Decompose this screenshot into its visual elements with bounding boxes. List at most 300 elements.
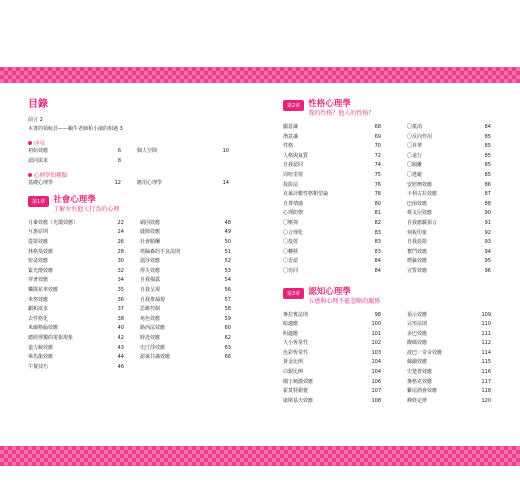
chapter-header	[28, 195, 238, 214]
entry-page: 83	[374, 239, 381, 246]
toc-row	[28, 344, 238, 354]
entry-name: 自我認同	[283, 162, 304, 169]
entry-page: 78	[374, 191, 381, 198]
toc-row	[28, 286, 238, 296]
entry-name: 〇合理化	[283, 229, 304, 236]
entry-page: 54	[224, 277, 231, 284]
toc-entry[interactable]	[283, 171, 383, 181]
toc-entry[interactable]	[407, 378, 493, 388]
toc-entry[interactable]	[28, 267, 126, 277]
entry-name: 色彩恆常性	[283, 349, 309, 356]
entry-name: 史汀莎效應	[140, 344, 166, 351]
toc-row	[283, 248, 495, 258]
entry-page: 53	[224, 267, 231, 274]
toc-entry[interactable]	[28, 257, 126, 267]
entry-name: 奮鬥效應	[407, 248, 428, 255]
toc-entry[interactable]	[407, 152, 493, 162]
toc-entry[interactable]	[283, 378, 383, 388]
toc-entry[interactable]	[407, 339, 493, 349]
toc-entry[interactable]	[283, 238, 383, 248]
entry-name: 波巴／奇奇效應	[407, 349, 443, 356]
toc-title: 目錄	[28, 99, 48, 110]
toc-entry[interactable]	[137, 147, 231, 157]
entry-name: 〇反向作用	[407, 133, 433, 140]
entry-name: 〇壓抑	[283, 219, 299, 226]
toc-entry[interactable]	[283, 229, 383, 239]
toc-row	[28, 257, 238, 267]
toc-entry[interactable]	[283, 248, 383, 258]
toc-entry[interactable]	[407, 257, 493, 267]
entry-name: 標籤效應	[407, 258, 428, 265]
entry-page: 115	[481, 359, 491, 366]
entry-page: 38	[117, 315, 124, 322]
toc-entry[interactable]	[28, 219, 126, 229]
entry-name: 〇逃避	[407, 171, 423, 178]
entry-name: 顯意識	[283, 124, 299, 130]
entry-page: 43	[117, 344, 124, 351]
entry-page: 116	[481, 369, 491, 376]
entry-name: 安慰劑效應	[407, 181, 433, 188]
toc-entry[interactable]	[28, 353, 126, 363]
entry-page: 91	[484, 219, 491, 226]
toc-entry[interactable]	[28, 228, 126, 238]
top-pattern-band	[0, 67, 520, 83]
toc-entry[interactable]	[28, 315, 126, 325]
toc-entry[interactable]	[407, 311, 493, 321]
entry-page: 114	[481, 349, 491, 356]
toc-entry[interactable]	[407, 181, 493, 191]
toc-row	[283, 378, 495, 388]
toc-entry[interactable]	[140, 276, 233, 286]
toc-row	[28, 238, 238, 248]
entry-name: 得失效應	[140, 267, 161, 274]
chapter-header	[283, 99, 495, 118]
entry-name: 多巴效應	[407, 330, 428, 337]
chapter-1	[28, 195, 238, 373]
entry-name: 自尊情感	[283, 200, 304, 207]
toc-entry[interactable]	[28, 238, 126, 248]
entry-page: 96	[484, 267, 491, 274]
toc-entry[interactable]	[407, 358, 493, 368]
entry-name: 個人空間	[137, 148, 158, 154]
entry-name: 酸碼效應	[407, 340, 428, 347]
toc-row	[283, 358, 495, 368]
entry-name: 社會賭酬	[140, 238, 161, 245]
entry-page: 22	[117, 219, 124, 226]
entry-page: 109	[481, 311, 491, 318]
entry-name: 宣誓效應	[407, 267, 428, 274]
entry-name: 自我推漏規	[140, 296, 166, 303]
entry-page: 85	[484, 133, 491, 140]
toc-entry[interactable]	[28, 276, 126, 286]
entry-page: 86	[484, 181, 491, 188]
toc-entry[interactable]	[140, 286, 233, 296]
entry-page: 87	[484, 191, 491, 198]
entry-page: 83	[374, 229, 381, 236]
entry-name: 認同需求	[28, 157, 49, 164]
toc-row	[28, 296, 238, 306]
entry-name: 互惠原則	[28, 229, 49, 236]
toc-row	[283, 267, 495, 277]
entry-page: 83	[374, 248, 381, 255]
toc-row	[283, 368, 495, 378]
entry-page: 85	[484, 162, 491, 169]
entry-page: 80	[374, 200, 381, 207]
entry-name: 緊光燈效應	[28, 267, 54, 274]
entry-name: 峰終定律	[407, 397, 428, 404]
toc-entry[interactable]	[407, 248, 493, 258]
entry-page: 76	[374, 181, 381, 188]
toc-entry[interactable]	[137, 179, 231, 189]
toc-entry	[140, 363, 233, 373]
entry-page: 103	[371, 349, 381, 356]
entry-name: 白銀比例	[283, 369, 304, 376]
entry-page: 10	[222, 148, 229, 154]
entry-page: 95	[484, 258, 491, 265]
entry-page: 8	[117, 157, 121, 164]
entry-name: 明適應	[283, 330, 299, 337]
entry-page: 74	[374, 162, 381, 169]
toc-entry[interactable]	[407, 397, 493, 407]
toc-entry[interactable]	[407, 209, 493, 219]
toc-entry[interactable]	[140, 267, 233, 277]
toc-sections	[28, 139, 238, 189]
toc-entry[interactable]	[407, 161, 493, 171]
entry-name: 午餐技巧	[28, 363, 49, 370]
entry-page: 93	[484, 239, 491, 246]
entry-name: 月暈效應（光環效應）	[28, 219, 79, 226]
entry-name: 基礎心理學	[28, 180, 54, 187]
entry-name: 人格與氣質	[283, 152, 309, 159]
toc-entry[interactable]	[28, 286, 126, 296]
toc-entry[interactable]	[140, 238, 233, 248]
entry-page: 104	[371, 369, 381, 376]
toc-row	[283, 330, 495, 340]
toc-entry[interactable]	[407, 387, 493, 397]
toc-entry[interactable]	[283, 320, 383, 330]
toc-entry[interactable]	[283, 257, 383, 267]
entry-page: 84	[374, 258, 381, 265]
section-header	[28, 171, 238, 179]
toc-row	[283, 181, 495, 191]
entry-name: 閾下刺激效應	[283, 378, 314, 385]
toc-entry[interactable]	[283, 358, 383, 368]
section-label: 序章	[34, 141, 46, 147]
entry-name: 樂隊花車效應	[28, 286, 59, 293]
entry-name: 應用心理學	[137, 180, 163, 187]
chapter-3	[283, 287, 495, 407]
toc-row	[28, 324, 238, 334]
entry-name: 大小恆常性	[283, 340, 309, 347]
bottom-pattern-band	[0, 446, 520, 466]
toc-entry[interactable]	[283, 152, 383, 162]
entry-page: 72	[374, 152, 381, 159]
entry-name: 自我揭露	[140, 277, 161, 284]
toc-entry[interactable]	[140, 344, 233, 354]
toc-row	[28, 179, 238, 189]
toc-entry[interactable]	[28, 248, 126, 258]
toc-entry[interactable]	[407, 123, 493, 133]
toc-row	[283, 190, 495, 200]
entry-page: 100	[371, 321, 381, 328]
toc-row	[283, 123, 495, 133]
toc-entry[interactable]	[407, 219, 493, 229]
entry-page: 69	[374, 133, 381, 140]
entry-name: 堵偏森的不良法則	[140, 248, 181, 255]
entry-page: 42	[117, 334, 124, 341]
toc-row	[283, 142, 495, 152]
toc-entry[interactable]	[283, 123, 383, 133]
chapter-badge: 第3章	[283, 288, 304, 299]
chapter-titles	[308, 99, 374, 118]
toc-row	[28, 315, 238, 325]
entry-name: 雞尾酒會效應	[407, 388, 438, 395]
toc-entry[interactable]	[283, 368, 383, 378]
toc-entry[interactable]	[140, 228, 233, 238]
toc-entry[interactable]	[28, 324, 126, 334]
toc-entry[interactable]	[140, 334, 233, 344]
entry-name: 初始效應	[28, 148, 49, 154]
chapter-title[interactable]: 認知心理學	[308, 286, 351, 297]
entry-name: 康斯基夫效應	[283, 397, 314, 404]
entry-name: 刷因效應	[140, 219, 161, 226]
entry-page: 94	[484, 248, 491, 255]
toc-row	[283, 339, 495, 349]
toc-entry[interactable]	[140, 315, 233, 325]
entry-name: 溫莎效應	[140, 258, 161, 265]
entry-page: 59	[224, 315, 231, 322]
entry-name: 〇隔離	[407, 162, 423, 169]
entry-name: 自我呈現	[140, 286, 161, 293]
toc-entry[interactable]	[283, 397, 383, 407]
toc-row	[283, 387, 495, 397]
chapter-subtitle: 我的性格？他人的性格？	[308, 110, 375, 117]
entry-page: 104	[371, 359, 381, 366]
chapter-subtitle: 了解左右他人行為的心理	[53, 205, 120, 213]
toc-entry[interactable]	[283, 387, 383, 397]
toc-entry[interactable]	[283, 161, 383, 171]
entry-name: 道力鏡效應	[28, 344, 54, 351]
entry-name: 蔡戈尼效應	[407, 210, 433, 217]
entry-name: 時近效應	[140, 334, 161, 341]
entry-page: 12	[114, 180, 121, 187]
entry-page: 85	[484, 143, 491, 150]
entry-name: 性格	[283, 143, 294, 150]
toc-entry[interactable]	[140, 248, 233, 258]
entry-name: 自我設限	[407, 239, 428, 246]
entry-page: 36	[117, 296, 124, 303]
entry-page: 92	[484, 229, 491, 236]
entry-page: 85	[484, 171, 491, 178]
entry-name: 絲緞效應	[407, 359, 428, 366]
entry-page: 60	[224, 325, 231, 332]
toc-entry[interactable]	[407, 142, 493, 152]
toc-row	[28, 228, 238, 238]
entry-page: 48	[224, 219, 231, 226]
entry-name: 思維控制	[140, 306, 161, 313]
entry-page: 108	[371, 397, 381, 404]
toc-row	[283, 200, 495, 210]
entry-name: 麥格克效應	[407, 378, 433, 385]
entry-page: 40	[117, 325, 124, 332]
toc-entry[interactable]	[407, 330, 493, 340]
toc-entry[interactable]	[407, 229, 493, 239]
toc-entry[interactable]	[28, 305, 126, 315]
toc-row	[28, 305, 238, 315]
entry-name: 預示效應	[407, 311, 428, 318]
toc-entry[interactable]	[407, 349, 493, 359]
toc-entry[interactable]	[283, 133, 383, 143]
entry-page: 66	[224, 354, 231, 361]
entry-name: 認孫共識效應	[140, 354, 171, 361]
toc-entry[interactable]	[28, 157, 123, 167]
toc-row	[283, 257, 495, 267]
toc-row	[283, 349, 495, 359]
entry-name: 巴南效應	[407, 200, 428, 207]
left-page	[28, 93, 238, 433]
entry-page: 49	[224, 229, 231, 236]
toc-row	[28, 267, 238, 277]
toc-entry[interactable]	[283, 349, 383, 359]
entry-name: 史楚普效應	[407, 369, 433, 376]
entry-page: 68	[374, 124, 381, 130]
chapter-title[interactable]: 性格心理學	[308, 99, 351, 109]
toc-entry[interactable]	[283, 181, 383, 191]
toc-entry[interactable]	[407, 320, 493, 330]
entry-page: 35	[117, 286, 124, 293]
entry-page: 6	[117, 148, 121, 154]
entry-page: 106	[371, 378, 381, 385]
toc-entry[interactable]	[407, 267, 493, 277]
toc-entry[interactable]	[140, 219, 233, 229]
entry-page: 117	[481, 378, 491, 385]
entry-page: 88	[484, 200, 491, 207]
entry-page: 112	[481, 340, 491, 347]
toc-entry[interactable]	[140, 257, 233, 267]
entry-name: 穿著效應	[28, 277, 49, 284]
entry-page: 46	[117, 363, 124, 370]
preface-entry[interactable]: 前言 2	[28, 117, 43, 123]
entry-page: 85	[484, 152, 491, 159]
entry-page: 62	[224, 334, 231, 341]
entry-name: 投影法	[283, 181, 299, 188]
entry-name: 克萊計數性格類型論	[283, 191, 329, 198]
toc-entry[interactable]	[283, 142, 383, 152]
toc-entry[interactable]	[28, 179, 123, 189]
entry-page: 30	[117, 258, 124, 265]
toc-row	[28, 219, 238, 229]
toc-entry[interactable]	[140, 296, 233, 306]
entry-page: 75	[374, 171, 381, 178]
chapter-title[interactable]: 社會心理學	[53, 194, 96, 205]
toc-entry[interactable]	[407, 171, 493, 181]
entry-page: 110	[481, 321, 491, 328]
chapter-badge: 第1章	[28, 196, 49, 207]
entry-name: 路西法效應	[140, 325, 166, 332]
toc-entry[interactable]	[28, 296, 126, 306]
entry-name: 劇和欲求	[28, 306, 49, 313]
toc-entry[interactable]	[283, 330, 383, 340]
entry-name: 去性格化	[28, 315, 49, 322]
entry-page: 14	[222, 180, 229, 187]
toc-entry[interactable]	[407, 368, 493, 378]
toc-row	[28, 363, 238, 373]
chapter-2	[283, 99, 495, 277]
toc-entry[interactable]	[28, 147, 123, 157]
toc-row	[283, 161, 495, 171]
entry-page: 82	[374, 219, 381, 226]
toc-entry[interactable]	[407, 200, 493, 210]
chapter-header	[283, 287, 495, 306]
toc-row	[283, 219, 495, 229]
toc-row	[28, 276, 238, 286]
toc-entry[interactable]	[407, 133, 493, 143]
entry-name: 〇投射	[283, 239, 299, 246]
entry-name: 〇仿同	[283, 267, 299, 274]
toc-row	[283, 171, 495, 181]
toc-row	[283, 238, 495, 248]
chapter-titles	[308, 287, 380, 306]
toc-entry[interactable]	[283, 209, 383, 219]
entry-name: 暗適應	[283, 321, 299, 328]
entry-page: 26	[117, 238, 124, 245]
entry-page: 84	[484, 124, 491, 130]
toc-entry[interactable]	[407, 190, 493, 200]
guide-entry[interactable]: 本書的領航員——蝸牛老師和小淑的相遇 3	[28, 126, 123, 132]
toc-row	[283, 320, 495, 330]
entry-page: 50	[224, 238, 231, 245]
toc-entry[interactable]	[28, 334, 126, 344]
entry-page: 90	[484, 210, 491, 217]
entry-name: 潛意識	[283, 133, 299, 140]
toc-entry[interactable]	[140, 324, 233, 334]
entry-page: 120	[481, 397, 491, 404]
toc-entry[interactable]	[140, 353, 233, 363]
entry-page: 98	[374, 311, 381, 318]
entry-name: 霍莫特錯覺	[283, 388, 309, 395]
toc-entry[interactable]	[28, 363, 126, 373]
toc-entry[interactable]	[283, 339, 383, 349]
entry-name: 完形法則	[407, 321, 428, 328]
section-label: 心理學的種類	[34, 173, 68, 180]
chapter-titles	[53, 195, 119, 214]
entry-name: 心理防禦	[283, 210, 304, 217]
entry-page: 111	[481, 330, 491, 337]
toc-row	[28, 334, 238, 344]
entry-name: 周哈里窗	[283, 171, 304, 178]
toc-entry[interactable]	[283, 200, 383, 210]
entry-page: 56	[224, 286, 231, 293]
toc-entry[interactable]	[283, 267, 383, 277]
toc-entry[interactable]	[140, 305, 233, 315]
entry-name: 〇退行	[407, 152, 423, 159]
toc-entry[interactable]	[283, 190, 383, 200]
toc-entry[interactable]	[28, 344, 126, 354]
entry-name: 縫隙效應	[140, 229, 161, 236]
entry-page: 70	[374, 143, 381, 150]
entry-page: 63	[224, 344, 231, 351]
entry-page: 57	[224, 296, 231, 303]
chapter-subtitle: 五感與心理不能忽略的關係	[308, 297, 381, 305]
entry-name: 米爾格倫效應	[28, 325, 59, 332]
chapter-badge: 第2章	[283, 100, 304, 111]
entry-page: 24	[117, 229, 124, 236]
toc-entry[interactable]	[283, 219, 383, 229]
entry-name: 米努效應	[28, 296, 49, 303]
toc-entry[interactable]	[407, 238, 493, 248]
entry-name: 〇昇華	[407, 143, 423, 150]
toc-entry[interactable]	[283, 311, 383, 321]
